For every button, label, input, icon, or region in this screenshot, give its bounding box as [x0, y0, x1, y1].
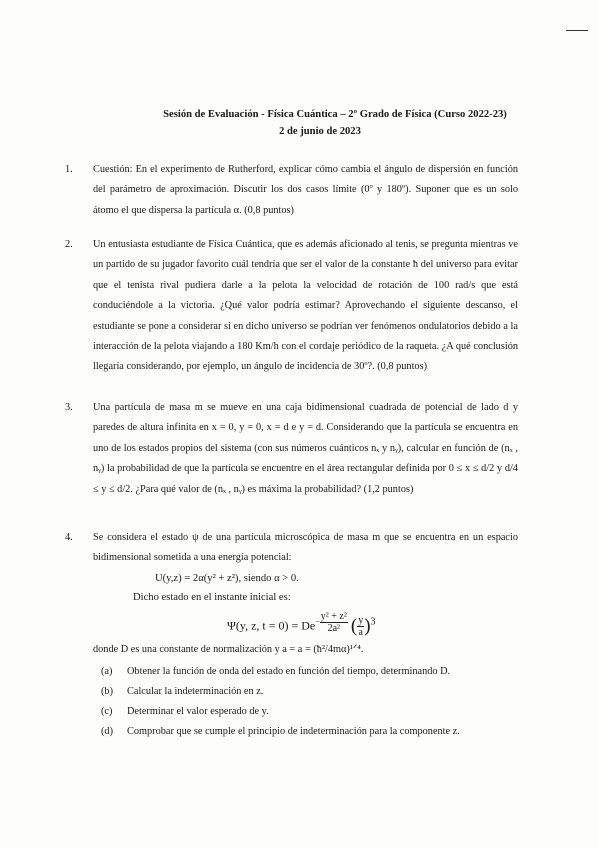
normalization-note: donde D es una constante de normalización y a = a = (ħ²/4mα)¹ᐟ⁴.	[93, 643, 364, 655]
subpart-c: (c) Determinar el valor esperado de y.	[101, 706, 269, 718]
question-number: 3.	[65, 402, 73, 413]
subparts-list	[101, 662, 518, 742]
subpart-a: (a) Obtener la función de onda del estado en función del tiempo, determinando D.	[101, 666, 451, 678]
initial-state-label: Dicho estado en el instante inicial es:	[133, 591, 291, 603]
fraction-numerator: y	[358, 614, 364, 626]
question-number: 2.	[65, 239, 73, 250]
exam-header	[60, 106, 580, 140]
corner-mark	[566, 30, 588, 31]
wavefunction-formula: Ψ(y, z, $t = 0) = De^{- \frac{\text{y² + z²}}{\text{2a²}}}$ ( $\frac{y}{a})^3$	[227, 610, 376, 638]
question-1	[65, 160, 518, 221]
question-3	[65, 398, 518, 500]
question-number: 1.	[65, 164, 73, 175]
exponent-numerator: y² + z²	[320, 610, 347, 622]
question-2	[65, 235, 518, 378]
question-4	[65, 528, 518, 742]
question-number: 4.	[65, 532, 73, 543]
subpart-b: (b) Calcular la indeterminación en z.	[101, 686, 264, 698]
exam-title: Sesión de Evaluación - Física Cuántica – 2º Grado de Física (Curso 2022-23)	[163, 109, 507, 120]
question-text: Una partícula de masa m se mueve en una caja bidimensional cuadrada de potencial de lado d y paredes de altura infinita en x = 0, y = 0, x = d e y = d. Considerando que la partícula se encuentra en uno de los estados propios del sistema (con sus números cuánticos nₓ y nᵧ), calcular en función de (nₓ , nᵧ) la probabilidad de que la partícula se encuentre en el área rectangular definida por 0 ≤ x ≤ d/2 y d/4 ≤ y ≤ d/2. ¿Para qué valor de (nₓ , nᵧ) es máxima la probabilidad? (1,2 puntos)	[93, 402, 518, 495]
potential-formula: U(y,z) = 2α(y² + z²), siendo α > 0.	[155, 572, 299, 584]
question-text: Un entusiasta estudiante de Física Cuántica, que es además aficionado al tenis, se pregunta mientras ve un partido de su jugador favorito cuál tendría que ser el valor de la constante ħ del universo para evitar que el tenista rival pudiera darle a la pelota la velocidad de rotación de 100 rad/s que está conduciéndole a la victoria. ¿Qué valor podría estimar? Aprovechando el siguiente descanso, el estudiante se pone a considerar si en dicho universo se podrían ver fenómenos ondulatorios debido a la interacción de la pelota viajando a 180 Km/h con el cordaje periódico de la raqueta. ¿A qué conclusión llegaría considerando, por ejemplo, un ángulo de incidencia de 30º?. (0,8 puntos)	[93, 239, 518, 373]
fraction-power: 3	[370, 616, 376, 628]
question-intro: Se considera el estado ψ de una partícula microscópica de masa m que se encuentra en un espacio bidimensional sometida a una energía potencial:	[93, 532, 518, 564]
subpart-d: (d) Comprobar que se cumple el principio de indeterminación para la componente z.	[101, 726, 460, 738]
fraction-denominator: a	[358, 626, 363, 638]
question-text: Cuestión: En el experimento de Rutherford, explicar cómo cambia el ángulo de dispersión en función del parámetro de aproximación. Discutir los dos casos límite (0º y 180º). Suponer que es un solo átomo el que dispersa la partícula α. (0,8 puntos)	[93, 164, 518, 216]
exponent-denominator: 2a²	[327, 622, 341, 634]
exam-date: 2 de junio de 2023	[279, 126, 361, 137]
wavefunction-lhs: Ψ(y, z, t = 0) = De	[227, 618, 316, 633]
